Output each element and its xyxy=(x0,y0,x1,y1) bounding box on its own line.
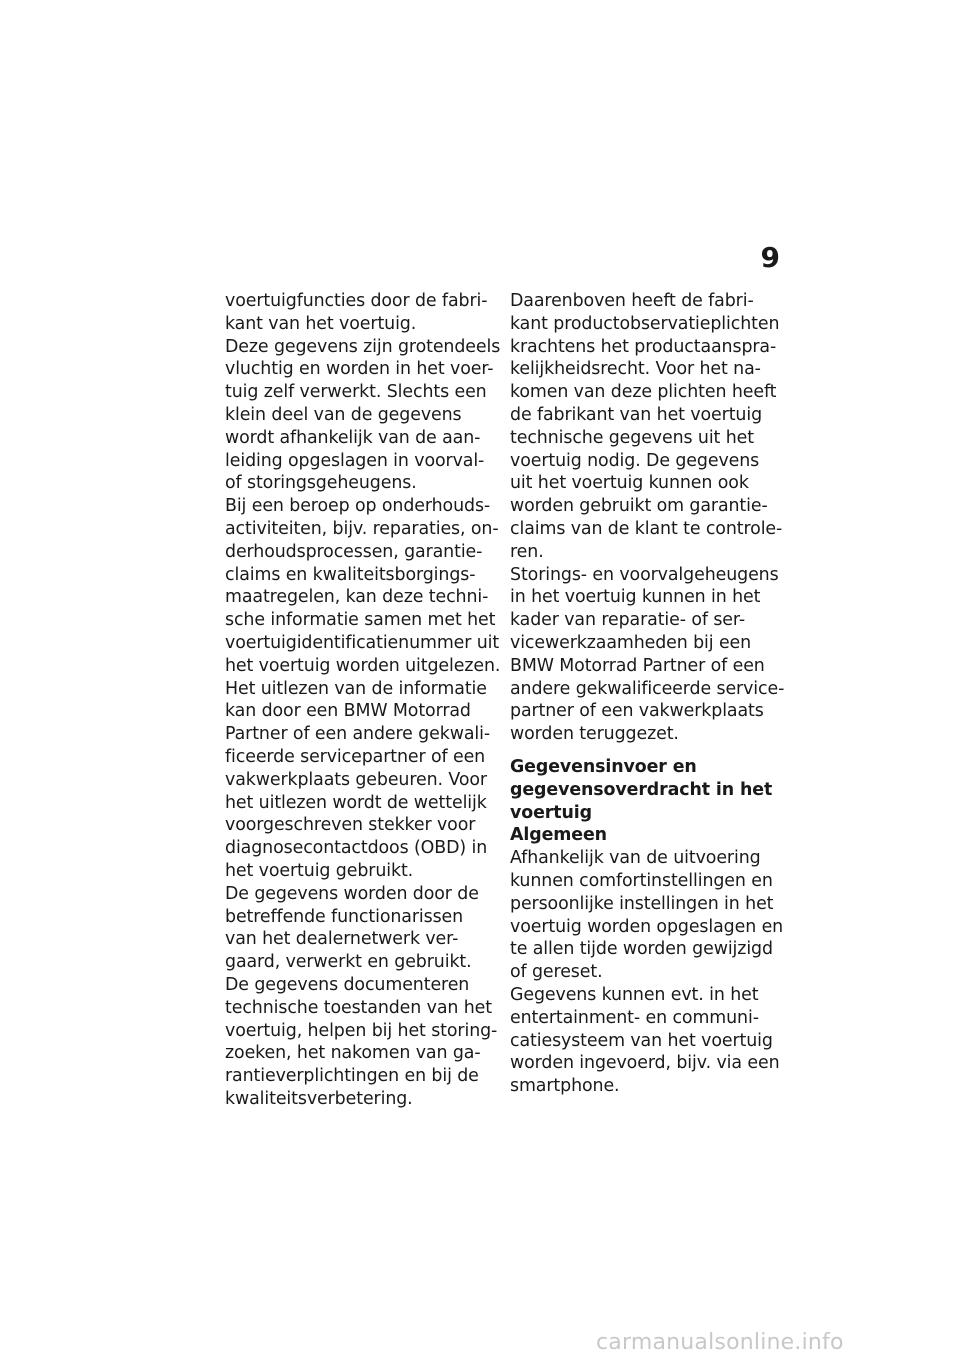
text-line: worden teruggezet. xyxy=(510,724,679,745)
text-line: Daarenboven heeft de fabri- xyxy=(510,291,754,311)
text-line: smartphone. xyxy=(510,1076,620,1097)
text-line: het uitlezen wordt de wettelijk xyxy=(225,792,487,813)
text-line: maatregelen, kan deze techni- xyxy=(225,587,489,608)
text-line: persoonlijke instellingen in het xyxy=(510,893,774,914)
text-line: vicewerkzaamheden bij een xyxy=(510,632,752,653)
text-line: kan door een BMW Motorrad xyxy=(225,701,471,722)
text-line: kwaliteitsverbetering. xyxy=(225,1088,413,1109)
text-line: claims en kwaliteitsborgings- xyxy=(225,564,476,585)
heading-line: voertuig xyxy=(510,802,592,823)
text-line: entertainment- en communi- xyxy=(510,1007,759,1028)
text-line: diagnosecontactdoos (OBD) in xyxy=(225,838,488,859)
right-column-top-paragraphs xyxy=(510,290,790,746)
text-line: in het voertuig kunnen in het xyxy=(510,587,761,608)
text-line: rantieverplichtingen en bij de xyxy=(225,1066,479,1087)
left-text-column xyxy=(225,290,500,1111)
text-line: Deze gegevens zijn grotendeels xyxy=(225,336,501,357)
text-line: het voertuig gebruikt. xyxy=(225,860,414,881)
text-line: van het dealernetwerk ver- xyxy=(225,929,459,950)
text-line: voorgeschreven stekker voor xyxy=(225,815,476,836)
text-line: kelijkheidsrecht. Voor het na- xyxy=(510,359,761,380)
section-spacer xyxy=(510,746,790,756)
text-line: Bij een beroep op onderhouds- xyxy=(225,496,491,517)
text-line: voertuig, helpen bij het storing- xyxy=(225,1020,498,1041)
right-column-bottom-paragraphs xyxy=(510,847,790,1098)
text-line: of storingsgeheugens. xyxy=(225,473,417,494)
heading-line: Gegevensinvoer en xyxy=(510,756,697,777)
text-line: vakwerkplaats gebeuren. Voor xyxy=(225,769,487,790)
text-line: kunnen comfortinstellingen en xyxy=(510,870,773,891)
text-line: voertuigfuncties door de fabri- xyxy=(225,291,488,311)
text-line: Gegevens kunnen evt. in het xyxy=(510,984,759,1005)
page-number: 9 xyxy=(760,241,780,274)
text-line: komen van deze plichten heeft xyxy=(510,382,777,403)
text-line: voertuig nodig. De gegevens xyxy=(510,450,760,471)
text-line: ren. xyxy=(510,541,544,562)
text-line: worden gebruikt om garantie- xyxy=(510,496,768,517)
text-line: leiding opgeslagen in voorval- xyxy=(225,450,485,471)
text-line: andere gekwalificeerde service- xyxy=(510,678,785,699)
text-line: worden ingevoerd, bijv. via een xyxy=(510,1053,780,1074)
text-line: partner of een vakwerkplaats xyxy=(510,701,764,722)
text-line: Storings- en voorvalgeheugens xyxy=(510,564,779,585)
watermark: carmanualsonline.info xyxy=(596,1330,844,1355)
text-line: te allen tijde worden gewijzigd xyxy=(510,939,773,960)
text-line: De gegevens documenteren xyxy=(225,974,470,995)
text-line: Partner of een andere gekwali- xyxy=(225,724,491,745)
text-line: vluchtig en worden in het voer- xyxy=(225,359,494,380)
text-line: voertuigidentificatienummer uit xyxy=(225,632,500,653)
text-line: BMW Motorrad Partner of een xyxy=(510,655,765,676)
subheading-algemeen: Algemeen xyxy=(510,825,607,846)
text-line: zoeken, het nakomen van ga- xyxy=(225,1043,481,1064)
text-line: claims van de klant te controle- xyxy=(510,518,783,539)
text-line: kant van het voertuig. xyxy=(225,313,417,334)
text-line: het voertuig worden uitgelezen. xyxy=(225,655,501,676)
text-line: tuig zelf verwerkt. Slechts een xyxy=(225,382,487,403)
text-line: gaard, verwerkt en gebruikt. xyxy=(225,952,472,973)
text-line: technische gegevens uit het xyxy=(510,427,754,448)
section-heading xyxy=(510,756,790,824)
text-line: uit het voertuig kunnen ook xyxy=(510,473,749,494)
text-line: betreffende functionarissen xyxy=(225,906,464,927)
heading-line: gegevensoverdracht in het xyxy=(510,779,773,800)
text-line: ficeerde servicepartner of een xyxy=(225,746,486,767)
text-line: De gegevens worden door de xyxy=(225,883,479,904)
text-line: klein deel van de gegevens xyxy=(225,404,462,425)
text-line: derhoudsprocessen, garantie- xyxy=(225,541,483,562)
text-line: sche informatie samen met het xyxy=(225,610,496,631)
text-line: Het uitlezen van de informatie xyxy=(225,678,487,699)
text-line: of gereset. xyxy=(510,962,603,983)
text-line: activiteiten, bijv. reparaties, on- xyxy=(225,518,499,539)
text-line: de fabrikant van het voertuig xyxy=(510,404,763,425)
text-line: technische toestanden van het xyxy=(225,997,492,1018)
text-line: voertuig worden opgeslagen en xyxy=(510,916,784,937)
text-line: kader van reparatie- of ser- xyxy=(510,610,746,631)
text-line: catiesysteem van het voertuig xyxy=(510,1030,773,1051)
text-line: wordt afhankelijk van de aan- xyxy=(225,427,481,448)
right-text-column xyxy=(510,290,790,1098)
text-line: Afhankelijk van de uitvoering xyxy=(510,848,761,869)
text-line: kant productobservatieplichten xyxy=(510,313,780,334)
text-line: krachtens het productaanspra- xyxy=(510,336,777,357)
